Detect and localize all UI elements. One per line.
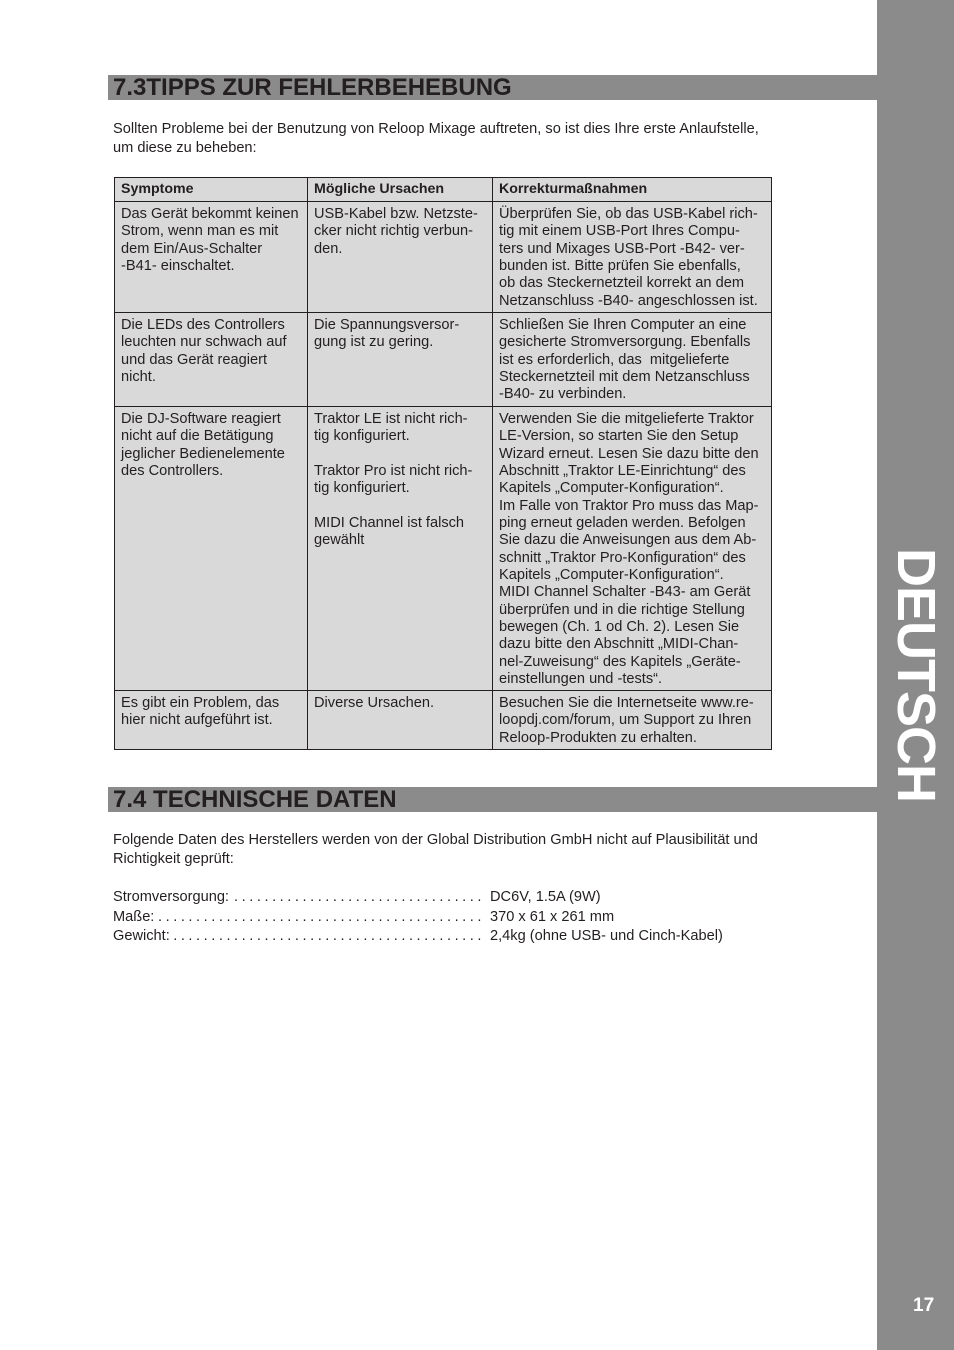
section-heading-bar-specs bbox=[108, 787, 877, 812]
table-header-cause: Mögliche Ursachen bbox=[308, 178, 493, 202]
table-cell-symptom: Das Gerät bekommt keinen Strom, wenn man es mit dem Ein/Aus-Schalter -B41- einschaltet. bbox=[115, 202, 308, 313]
language-tab-label: DEUTSCH bbox=[886, 548, 946, 803]
table-cell-remedy: Überprüfen Sie, ob das USB-Kabel rich- tig mit einem USB-Port Ihres Compu- ters und Mixages USB-Port -B42- ver- bunden ist. Bitte prüfen Sie ebenfalls, ob das Steckernetzteil korrekt an dem Netzanschluss -B40- angeschlossen ist. bbox=[493, 202, 772, 313]
spec-label: Stromversorgung: bbox=[113, 889, 229, 905]
table-cell-symptom: Die DJ-Software reagiert nicht auf die Betätigung jeglicher Bedienelemente des Controllers. bbox=[115, 407, 308, 691]
spec-label: Maße: bbox=[113, 908, 155, 925]
spec-row-weight bbox=[113, 927, 723, 947]
troubleshooting-table bbox=[114, 177, 772, 750]
spec-key bbox=[113, 908, 485, 928]
spec-list bbox=[113, 888, 723, 947]
spec-row-dimensions bbox=[113, 908, 723, 928]
section-heading-troubleshooting: 7.3TIPPS ZUR FEHLERBEHEBUNG bbox=[113, 74, 512, 101]
spec-value: 2,4kg (ohne USB- und Cinch-Kabel) bbox=[490, 928, 723, 944]
table-cell-cause: Traktor LE ist nicht rich- tig konfiguriert. Traktor Pro ist nicht rich- tig konfiguriert. MIDI Channel ist falsch gewählt bbox=[308, 407, 493, 691]
page-number: 17 bbox=[913, 1295, 935, 1316]
table-cell-symptom: Es gibt ein Problem, das hier nicht aufgeführt ist. bbox=[115, 691, 308, 750]
table-cell-cause: Diverse Ursachen. bbox=[308, 691, 493, 750]
troubleshooting-intro-paragraph: Sollten Probleme bei der Benutzung von Reloop Mixage auftreten, so ist dies Ihre erste Anlaufstelle, um diese zu beheben: bbox=[113, 121, 759, 156]
section-heading-bar-troubleshooting bbox=[108, 75, 877, 100]
dot-leader bbox=[173, 927, 485, 947]
spec-value: 370 x 61 x 261 mm bbox=[490, 908, 615, 925]
table-cell-remedy: Besuchen Sie die Internetseite www.re- loopdj.com/forum, um Support zu Ihren Reloop-Produkten zu erhalten. bbox=[493, 691, 772, 750]
table-cell-cause: Die Spannungsversor- gung ist zu gering. bbox=[308, 313, 493, 407]
spec-key bbox=[113, 888, 485, 908]
table-cell-symptom: Die LEDs des Controllers leuchten nur schwach auf und das Gerät reagiert nicht. bbox=[115, 313, 308, 407]
spec-label: Gewicht: bbox=[113, 928, 170, 944]
table-header-symptom: Symptome bbox=[115, 178, 308, 202]
specs-intro-paragraph: Folgende Daten des Herstellers werden von der Global Distribution GmbH nicht auf Plausibilität und Richtigkeit geprüft: bbox=[113, 832, 758, 867]
dot-leader bbox=[157, 908, 485, 928]
spec-row-power bbox=[113, 888, 723, 908]
table-cell-cause: USB-Kabel bzw. Netzste- cker nicht richtig verbun- den. bbox=[308, 202, 493, 313]
spec-key bbox=[113, 927, 485, 947]
table-cell-remedy: Verwenden Sie die mitgelieferte Traktor LE-Version, so starten Sie den Setup Wizard erneut. Lesen Sie dazu bitte den Abschnitt „Traktor LE-Einrichtung“ des Kapitels „Computer-Konfiguration“. Im Falle von Traktor Pro muss das Map- ping erneut geladen werden. Befolgen Sie dazu die Anweisungen aus dem Ab- schnitt „Traktor Pro-Konfiguration“ des Kapitels „Computer-Konfiguration“. MIDI Channel Schalter -B43- am Gerät überprüfen und in die richtige Stellung bewegen (Ch. 1 od Ch. 2). Lesen Sie dazu bitte den Abschnitt „MIDI-Chan- nel-Zuweisung“ des Kapitels „Geräte- einstellungen und -tests“. bbox=[493, 407, 772, 691]
table-cell-remedy: Schließen Sie Ihren Computer an eine gesicherte Stromversorgung. Ebenfalls ist es erforderlich, das mitgelieferte Steckernetzteil mit dem Netzanschluss -B40- zu verbinden. bbox=[493, 313, 772, 407]
section-heading-specs: 7.4 TECHNISCHE DATEN bbox=[113, 786, 397, 813]
dot-leader bbox=[232, 888, 485, 908]
table-header-remedy: Korrekturmaßnahmen bbox=[493, 178, 772, 202]
spec-value: DC6V, 1.5A (9W) bbox=[490, 889, 601, 905]
language-side-band bbox=[877, 0, 954, 1350]
